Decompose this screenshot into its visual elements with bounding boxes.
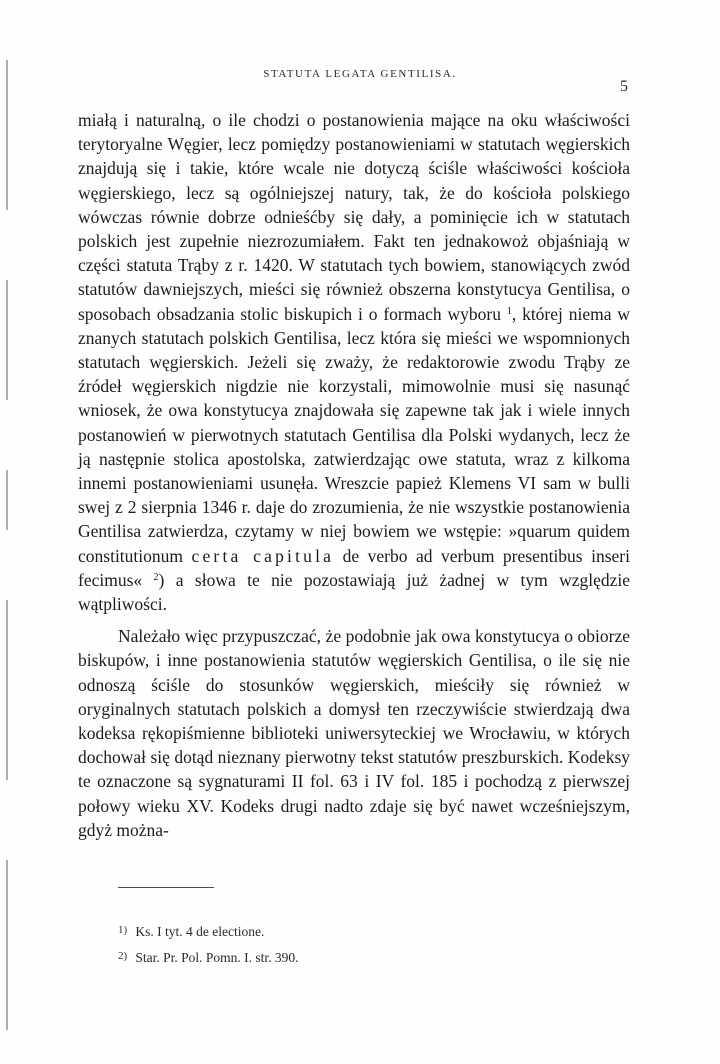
footnote-2 (118, 944, 538, 970)
main-text (78, 108, 630, 842)
paragraph-1-text-a: miałą i naturalną, o ile chodzi o postanowienia mające na oku właściwości terytoryalne Węgier, lecz pomiędzy postanowieniami w statutach węgierskich znajdują się i takie, które wcale nie dotyczą ściśle właściwości kościoła węgierskiego, lecz są ogólniejszej natury, tak, że do kościoła polskiego wówczas równie dobrze odnieśćby się dały, a pominięcie ich w statutach polskich jest zupełnie niezrozumiałem. Fakt ten jednakowoż objaśniają w części statuta Trąby z r. 1420. W statutach tych bowiem, stanowiących zwód statutów dawniejszych, mieści się również obszerna konstytucya Gentilisa, o sposobach obsadzania stolic biskupich i o formach wyboru (78, 110, 630, 324)
footnote-1-mark: 1) (118, 924, 128, 936)
footnote-ref-1: 1 (506, 305, 512, 317)
paragraph-1-text-c: de verbo ad verbum presentibus inseri fecimus« (78, 545, 630, 590)
scan-edge-mark (6, 280, 8, 400)
footnotes (118, 918, 538, 970)
footnote-1 (118, 918, 538, 944)
footnote-1-text: Ks. I tyt. 4 de electione. (135, 924, 265, 939)
page-number: 5 (620, 78, 628, 95)
footnote-2-mark: 2) (118, 950, 128, 962)
scan-edge-mark (6, 860, 8, 1030)
running-head: STATUTA LEGATA GENTILISA. (263, 68, 457, 80)
footnote-2-text: Star. Pr. Pol. Pomn. I. str. 390. (135, 950, 299, 965)
footnote-divider (118, 887, 214, 888)
paragraph-1-text-b: , której niema w znanych statutach polskich Gentilisa, lecz która się mieści we wspomnionych statutach węgierskich. Jeżeli się zważy, że redaktorowie zwodu Trąby ze źródeł węgierskich nigdzie nie korzystali, mimowolnie musi się nasunąć wniosek, że owa konstytucya znajdowała się zapewne tak jak i wiele innych postanowień w pierwotnych statutach Gentilisa dla Polski wydanych, lecz że ją następnie stolica apostolska, zatwierdzając owe statuta, wraz z kilkoma innemi postanowieniami usunęła. Wreszcie papież Klemens VI sam w bulli swej z 2 sierpnia 1346 r. daje do zrozumienia, że nie wszystkie postanowienia Gentilisa zatwierdza, czytamy w niej bowiem we wstępie: »quarum quidem constitutionum (78, 303, 630, 566)
page-header (0, 68, 720, 95)
paragraph-1 (78, 108, 630, 616)
scan-edge-mark (6, 470, 8, 530)
paragraph-2: Należało więc przypuszczać, że podobnie jak owa konstytucya o obiorze biskupów, i inne postanowienia statutów węgierskich Gentilisa, o ile się nie odnoszą ściśle do stosunków węgierskich, mieściły się również w oryginalnych statutach polskich a domysł ten rzeczywiście stwierdzają dwa kodeksa rękopiśmienne biblioteki uniwersyteckiej we Wrocławiu, w których dochował się dotąd nieznany pierwotny tekst statutów preszburskich. Kodeksy te oznaczone są sygnaturami II fol. 63 i IV fol. 185 i pochodzą z pierwszej połowy wieku XV. Kodeks drugi nadto zdaje się być nawet wcześniejszym, gdyż można- (78, 626, 630, 840)
scan-edge-mark (6, 600, 8, 780)
spaced-emphasis: certa capitula (191, 545, 335, 566)
paragraph-1-text-d: ) a słowa te nie pozostawiają już żadnej w tym względzie wątpliwości. (78, 569, 631, 615)
footnote-ref-2: 2 (153, 571, 159, 583)
